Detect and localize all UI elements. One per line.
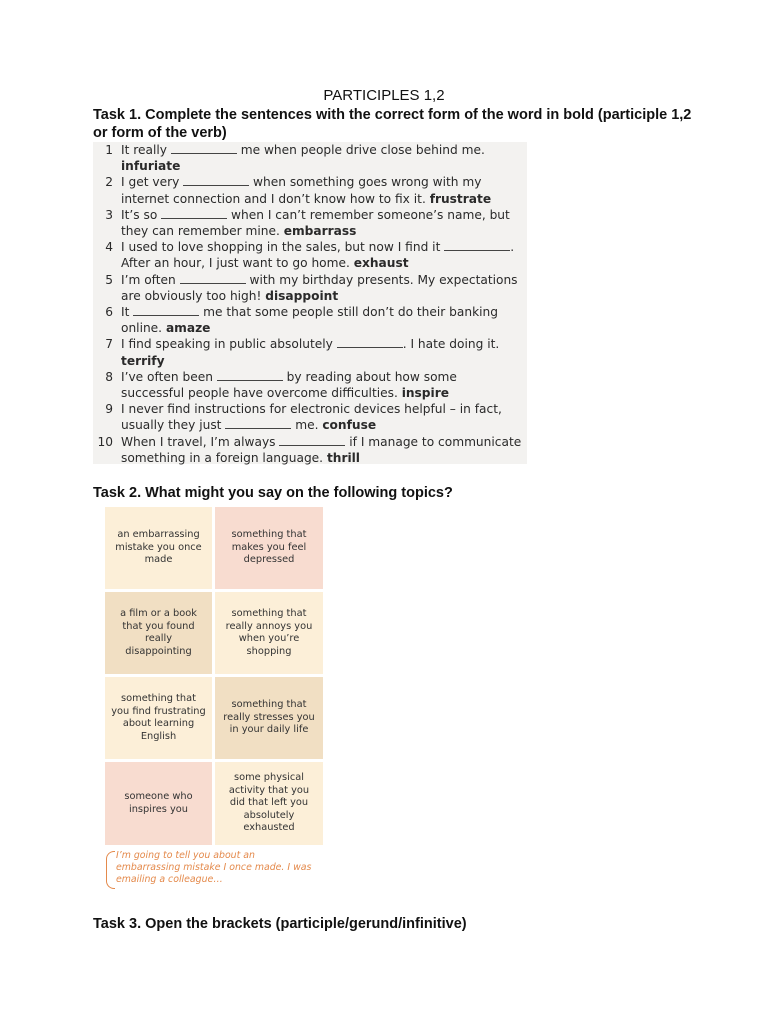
sentence-text: internet connection and I don’t know how to fix it. bbox=[121, 191, 430, 206]
sentence-text: usually they just bbox=[121, 418, 226, 433]
exercise-line bbox=[121, 158, 527, 174]
answer-blank[interactable] bbox=[217, 370, 283, 381]
exercise-line bbox=[121, 288, 527, 304]
exercise-item bbox=[93, 401, 527, 433]
bold-keyword: infuriate bbox=[121, 159, 181, 174]
exercise-item bbox=[93, 142, 527, 174]
sentence-text: I’m often bbox=[121, 272, 180, 287]
exercise-line bbox=[121, 255, 527, 271]
quote-bracket-icon bbox=[106, 851, 115, 889]
page-title: PARTICIPLES 1,2 bbox=[323, 87, 445, 104]
exercise-line bbox=[121, 336, 527, 352]
exercise-line bbox=[121, 174, 527, 190]
topic-card: some physical activity that you did that left you absolutely exhausted bbox=[215, 762, 323, 845]
sentence-text: I find speaking in public absolutely bbox=[121, 337, 337, 352]
answer-blank[interactable] bbox=[133, 305, 199, 316]
sentence-text: It really bbox=[121, 143, 171, 157]
exercise-line bbox=[121, 434, 527, 450]
answer-blank[interactable] bbox=[171, 143, 237, 154]
bold-keyword: amaze bbox=[165, 321, 211, 336]
exercise-item bbox=[93, 239, 527, 271]
exercise-line bbox=[121, 239, 527, 255]
exercise-item bbox=[93, 434, 527, 466]
sentence-text: something in a foreign language. bbox=[121, 450, 327, 465]
item-number: 10 bbox=[97, 434, 113, 449]
sentence-text: me that some people still don’t do their banking bbox=[199, 305, 499, 320]
sentence-text: when something goes wrong with my bbox=[249, 175, 482, 190]
item-number: 5 bbox=[105, 272, 113, 287]
item-number: 3 bbox=[105, 207, 113, 222]
sentence-text: It’s so bbox=[121, 207, 162, 222]
exercise-line bbox=[121, 207, 527, 223]
bold-keyword: thrill bbox=[326, 450, 360, 465]
sentence-text: by reading about how some bbox=[282, 369, 457, 384]
sentence-text: It bbox=[121, 305, 134, 320]
exercise-line bbox=[121, 191, 527, 207]
sentence-text: me when people drive close behind me. bbox=[236, 143, 485, 157]
answer-blank[interactable] bbox=[444, 240, 510, 251]
answer-blank[interactable] bbox=[279, 435, 345, 446]
task2-heading: Task 2. What might you say on the following topics? bbox=[93, 485, 453, 501]
bold-keyword: exhaust bbox=[353, 256, 409, 271]
exercise-line bbox=[121, 353, 527, 369]
bold-keyword: confuse bbox=[322, 418, 377, 433]
task1-exercise bbox=[93, 142, 527, 464]
topic-card: something that makes you feel depressed bbox=[215, 507, 323, 589]
sentence-text: . bbox=[510, 240, 515, 255]
exercise-item bbox=[93, 207, 527, 239]
task3-heading: Task 3. Open the brackets (participle/gerund/infinitive) bbox=[93, 916, 467, 932]
sentence-text: they can remember mine. bbox=[121, 224, 284, 239]
bold-keyword: disappoint bbox=[265, 288, 339, 303]
bold-keyword: inspire bbox=[401, 386, 449, 401]
sentence-text: are obviously too high! bbox=[121, 288, 266, 303]
exercise-line bbox=[121, 304, 527, 320]
sentence-text: I never find instructions for electronic devices helpful – in fact, bbox=[121, 402, 502, 417]
exercise-line bbox=[121, 417, 527, 433]
task1-heading: Task 1. Complete the sentences with the correct form of the word in bold (participle 1,2 or form of the verb) bbox=[93, 107, 692, 141]
sentence-text: I used to love shopping in the sales, but now I find it bbox=[121, 240, 445, 255]
sentence-text: when I can’t remember someone’s name, but bbox=[227, 207, 510, 222]
sentence-text: me. bbox=[291, 418, 323, 433]
exercise-item bbox=[93, 272, 527, 304]
answer-blank[interactable] bbox=[225, 418, 291, 429]
exercise-line bbox=[121, 320, 527, 336]
exercise-line bbox=[121, 272, 527, 288]
answer-blank[interactable] bbox=[183, 175, 249, 186]
topic-card: a film or a book that you found really disappointing bbox=[105, 592, 212, 674]
exercise-item bbox=[93, 369, 527, 401]
bold-keyword: terrify bbox=[121, 353, 165, 368]
item-number: 2 bbox=[105, 175, 113, 190]
topic-card: someone who inspires you bbox=[105, 762, 212, 845]
sentence-text: After an hour, I just want to go home. bbox=[121, 256, 354, 271]
exercise-item bbox=[93, 304, 527, 336]
item-number: 7 bbox=[105, 337, 113, 352]
item-number: 1 bbox=[105, 143, 113, 157]
sentence-text: I get very bbox=[121, 175, 184, 190]
sentence-text: I’ve often been bbox=[121, 369, 217, 384]
sentence-text: if I manage to communicate bbox=[345, 434, 522, 449]
exercise-item bbox=[93, 174, 527, 206]
bold-keyword: frustrate bbox=[429, 191, 492, 206]
exercise-line bbox=[121, 385, 527, 401]
topic-card: something that really stresses you in your daily life bbox=[215, 677, 323, 759]
example-text: I’m going to tell you about an embarrassing mistake I once made. I was emailing a colleague… bbox=[116, 850, 312, 885]
answer-blank[interactable] bbox=[180, 273, 246, 284]
exercise-line bbox=[121, 401, 527, 417]
sentence-text: When I travel, I’m always bbox=[121, 434, 280, 449]
sentence-text: online. bbox=[121, 321, 166, 336]
topic-card: an embarrassing mistake you once made bbox=[105, 507, 212, 589]
exercise-line bbox=[121, 369, 527, 385]
exercise-item bbox=[93, 336, 527, 368]
answer-blank[interactable] bbox=[161, 208, 227, 219]
sentence-text: with my birthday presents. My expectations bbox=[245, 272, 518, 287]
item-number: 6 bbox=[105, 305, 113, 320]
sentence-text: successful people have overcome difficulties. bbox=[121, 386, 402, 401]
topic-card: something that really annoys you when you’re shopping bbox=[215, 592, 323, 674]
topic-card: something that you find frustrating about learning English bbox=[105, 677, 212, 759]
answer-blank[interactable] bbox=[337, 337, 403, 348]
exercise-line bbox=[121, 223, 527, 239]
bold-keyword: embarrass bbox=[283, 224, 357, 239]
item-number: 9 bbox=[105, 402, 113, 417]
example-speech-quote bbox=[106, 850, 321, 893]
task2-topic-grid bbox=[105, 507, 325, 895]
item-number: 4 bbox=[105, 240, 113, 255]
sentence-text: . I hate doing it. bbox=[402, 337, 500, 352]
item-number: 8 bbox=[105, 369, 113, 384]
exercise-line bbox=[121, 450, 527, 466]
exercise-line bbox=[121, 142, 527, 158]
